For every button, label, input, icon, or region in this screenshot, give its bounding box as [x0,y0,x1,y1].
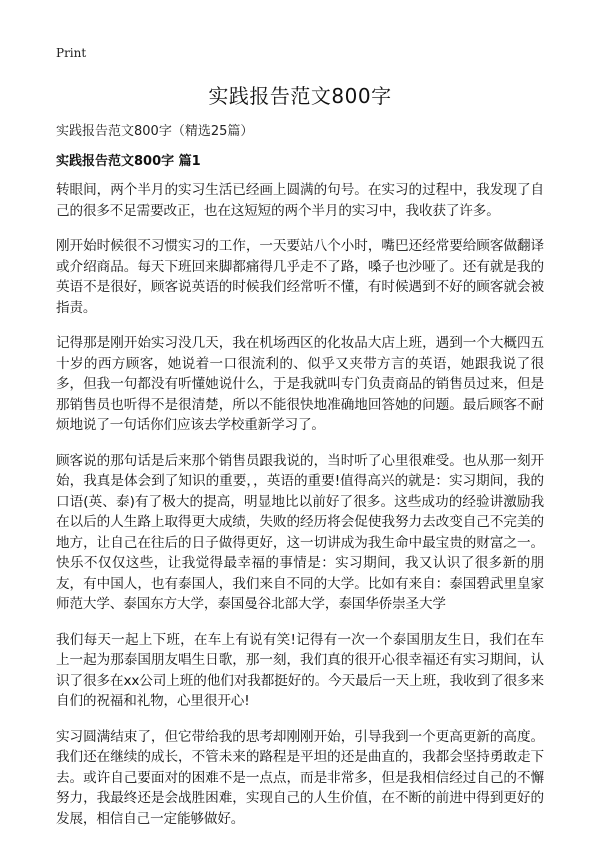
page-title: 实践报告范文800字 [208,84,392,108]
paragraph-2: 刚开始时候很不习惯实习的工作，一天要站八个小时，嘴巴还经常要给顾客做翻译或介绍商品。每天下班回来脚都痛得几乎走不了路，嗓子也沙哑了。还有就是我的英语不是很好，顾客说英语的时候我们经常听不懂，有时候遇到不好的顾客就会被指责。 [56,238,544,316]
paragraph-6: 实习圆满结束了，但它带给我的思考却刚刚开始，引导我到一个更高更新的高度。我们还在继续的成长，不管未来的路程是平坦的还是曲直的，我都会坚持勇敢走下去。或许自己要面对的困难不是一点点，而是非常多，但是我相信经过自己的不懈努力，我最终还是会战胜困难，实现自己的人生价值，在不断的前进中得到更好的发展，相信自己一定能够做好。 [56,728,544,827]
paragraph-1: 转眼间，两个半月的实习生活已经画上圆满的句号。在实习的过程中，我发现了自己的很多不足需要改正，也在这短短的两个半月的实习中，我收获了许多。 [56,182,544,219]
print-link[interactable]: Print [56,46,87,60]
paragraph-5: 我们每天一起上下班，在车上有说有笑!记得有一次一个泰国朋友生日，我们在车上一起为那泰国朋友唱生日歌，那一刻，我们真的很开心很幸福还有实习期间，认识了很多在xx公司上班的他们对我都挺好的。今天最后一天上班，我收到了很多来自们的祝福和礼物，心里很开心! [56,631,544,709]
section-heading: 实践报告范文800字 篇1 [56,154,201,169]
paragraph-4: 顾客说的那句话是后来那个销售员跟我说的，当时听了心里很难受。也从那一刻开始，我真是体会到了知识的重要，，英语的重要!值得高兴的就是：实习期间，我的口语(英、泰)有了极大的提高，明显地比以前好了很多。这些成功的经验讲激励我在以后的人生路上取得更大成绩，失败的经历将会促使我努力去改变自己不完美的地方，让自己在往后的日子做得更好，这一切讲成为我生命中最宝贵的财富之一。快乐不仅仅这些，让我觉得最幸福的事情是：实习期间，我又认识了很多新的朋友，有中国人，也有泰国人，我们来自不同的大学。比如有来自：泰国碧武里皇家师范大学、泰国东方大学，泰国曼谷北部大学，泰国华侨崇圣大学 [56,452,544,612]
paragraph-3: 记得那是刚开始实习没几天，我在机场西区的化妆品大店上班，遇到一个大概四五十岁的西方顾客，她说着一口很流利的、似乎又夹带方言的英语，她跟我说了很多，但我一句都没有听懂她说什么，于是我就叫专门负责商品的销售员过来，但是那销售员也听得不是很清楚，所以不能很快地准确地回答她的问题。最后顾客不耐烦地说了一句话你们应该去学校重新学习了。 [56,335,544,433]
document-subtitle: 实践报告范文800字（精选25篇） [56,124,254,139]
article-body [56,180,544,844]
